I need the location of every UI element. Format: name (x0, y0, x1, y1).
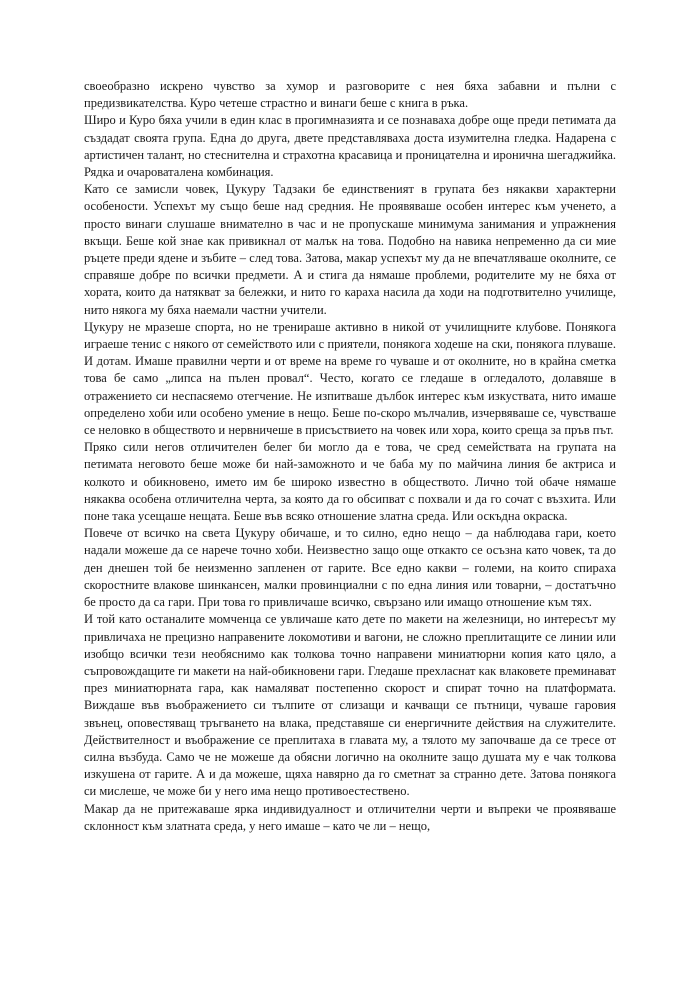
paragraph: Като се замисли човек, Цукуру Тадзаки бе единственият в групата без някакви характерни особености. Успехът му също беше над средния. Не проявяваше особен интерес към ученето, а просто винаги слушаше внимателно в час и не пропускаше минимума занимания и упражнения вкъщи. Беше кой знае как привикнал от малък на това. Подобно на навика непременно да си мие ръцете преди ядене и зъбите – след това. Затова, макар успехът му да не впечатляваше околните, се справяше добре по всички предмети. А и стига да нямаше проблеми, родителите му не бяха от хората, които да натякват за бележки, и нито го караха насила да ходи на подготвително училище, нито някога му бяха наемали частни учители. (84, 182, 616, 317)
paragraph: Макар да не притежаваше ярка индивидуалност и отличителни черти и въпреки че проявяваше склонност към златната среда, у него имаше – като че ли – нещо, (84, 801, 616, 833)
paragraph: Пряко сили негов отличителен белег би могло да е това, че сред семействата на групата на петимата неговото беше може би най-заможното и че баба му по майчина линия бе актриса и колкото и обикновено, името им бе широко известно в обществото. Лично той обаче нямаше някаква особена отличителна черта, за която да го обсипват с похвали и да го сочат с възхита. Или поне така усещаше нещата. Беше във всяко отношение златна среда. Или оскъдна окраска. (84, 440, 616, 524)
paragraph: И той като останалите момченца се увличаше като дете по макети на железници, но интересът му привличаха не прецизно направените локомотиви и вагони, не сложно преплитащите се линии или изобщо всички тези необяснимо как толкова точно направени миниатюрни копия като цяло, а съпровождащите ги макети на най-обикновени гари. Гледаше прехласнат как влаковете преминават през миниатюрната гара, как намаляват постепенно скорост и спират точно на платформата. Виждаше във въображението си тълпите от слизащи и качващи се пътници, чуваше гаровия звънец, оповестяващ тръгването на влака, представяше си енергичните действия на служителите. Действителност и въображение се преплитаха в главата му, а тялото му започваше да се тресе от силна възбуда. Само че не можеше да обясни логично на околните защо душата му е чак толкова изкушена от гарите. А и да можеше, щяха навярно да го сметнат за странно дете. Затова понякога си мислеше, че може би у него има нещо противоестествено. (84, 612, 616, 799)
paragraph: Широ и Куро бяха учили в един клас в прогимназията и се познаваха добре още преди петимата да създадат своята група. Една до друга, двете представляваха доста изумителна гледка. Надарена с артистичен талант, но стеснителна и страхотна красавица и проницателна и иронична шегаджийка. Рядка и очароваталена комбинация. (84, 113, 616, 180)
document-page (84, 78, 616, 835)
paragraph: своеобразно искрено чувство за хумор и разговорите с нея бяха забавни и пълни с предизвикателства. Куро четеше страстно и винаги беше с книга в ръка. (84, 79, 616, 111)
paragraph: Цукуру не мразеше спорта, но не тренираше активно в никой от училищните клубове. Понякога играеше тенис с някого от семейството или с приятели, понякога ходеше на ски, понякога плуваше. И дотам. Имаше правилни черти и от време на време го чуваше и от околните, но в крайна сметка това бе само „липса на пълен провал“. Често, когато се гледаше в огледалото, долавяше в отражението си неспасяемо отегчение. Не изпитваше дълбок интерес към изкуствата, нито имаше определено хоби или особено умение в нещо. Беше по-скоро мълчалив, изчервяваше се, чувстваше се неловко в обществото и нервничеше в присъствието на човек или хора, които среща за пръв път. (84, 319, 616, 438)
paragraph: Повече от всичко на света Цукуру обичаше, и то силно, едно нещо – да наблюдава гари, което надали можеше да се нарече точно хоби. Неизвестно защо още откакто се осъзна като човек, та до ден днешен той бе неизменно запленен от гарите. Все едно какви – големи, на които спираха скоростните влакове шинкансен, малки провинциални с по една линия или товарни, – достатъчно бе просто да са гари. При това го привличаше всичко, свързано или имащо отношение към тях. (84, 526, 616, 610)
